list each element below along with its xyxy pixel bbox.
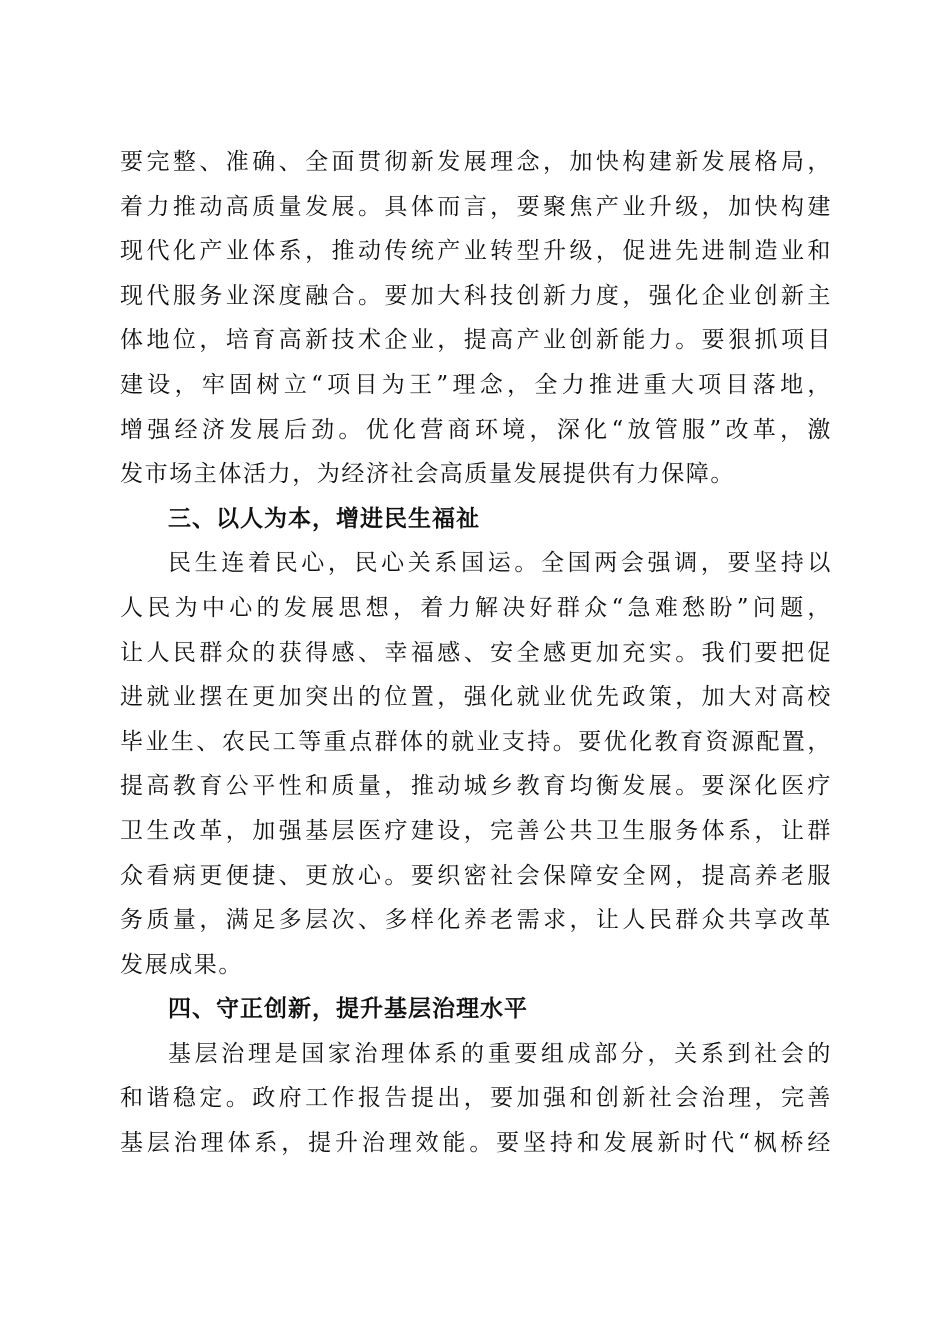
text-line: 务质量，满足多层次、多样化养老需求，让人民群众共享改革 bbox=[120, 907, 832, 934]
text-line: 要完整、准确、全面贯彻新发展理念，加快构建新发展格局， bbox=[120, 149, 832, 175]
text-line: 发市场主体活力，为经济社会高质量发展提供有力保障。 bbox=[120, 461, 735, 488]
text-line: 毕业生、农民工等重点群体的就业支持。要优化教育资源配置， bbox=[120, 728, 832, 755]
text-line: 现代化产业体系，推动传统产业转型升级，促进先进制造业和 bbox=[120, 238, 832, 265]
text-line: 让人民群众的获得感、幸福感、安全感更加充实。我们要把促 bbox=[120, 639, 832, 666]
document-body bbox=[120, 140, 832, 1166]
text-line: 基层治理是国家治理体系的重要组成部分，关系到社会的 bbox=[168, 1040, 832, 1067]
text-line: 基层治理体系，提升治理效能。要坚持和发展新时代“枫桥经 bbox=[120, 1130, 832, 1157]
text-line: 着力推动高质量发展。具体而言，要聚焦产业升级，加快构建 bbox=[120, 193, 832, 220]
paragraph-livelihood bbox=[120, 541, 832, 987]
text-line: 进就业摆在更加突出的位置，强化就业优先政策，加大对高校 bbox=[120, 684, 832, 711]
text-line: 和谐稳定。政府工作报告提出，要加强和创新社会治理，完善 bbox=[120, 1085, 832, 1112]
text-line: 发展成果。 bbox=[120, 951, 243, 978]
text-line: 民生连着民心，民心关系国运。全国两会强调，要坚持以 bbox=[168, 550, 832, 577]
text-line: 卫生改革，加强基层医疗建设，完善公共卫生服务体系，让群 bbox=[120, 817, 832, 844]
paragraph-governance bbox=[120, 1032, 832, 1166]
section-heading-livelihood: 三、以人为本，增进民生福祉 bbox=[168, 505, 480, 532]
text-line: 增强经济发展后劲。优化营商环境，深化“放管服”改革，激 bbox=[120, 416, 832, 443]
section-heading-governance: 四、守正创新，提升基层治理水平 bbox=[168, 996, 528, 1023]
text-line: 现代服务业深度融合。要加大科技创新力度，强化企业创新主 bbox=[120, 282, 832, 309]
text-line: 提高教育公平性和质量，推动城乡教育均衡发展。要深化医疗 bbox=[120, 773, 832, 800]
text-line: 体地位，培育高新技术企业，提高产业创新能力。要狠抓项目 bbox=[120, 327, 832, 354]
text-line: 人民为中心的发展思想，着力解决好群众“急难愁盼”问题， bbox=[120, 594, 832, 621]
text-line: 众看病更便捷、更放心。要织密社会保障安全网，提高养老服 bbox=[120, 862, 832, 889]
text-line: 建设，牢固树立“项目为王”理念，全力推进重大项目落地， bbox=[120, 371, 832, 398]
paragraph-development bbox=[120, 140, 832, 497]
